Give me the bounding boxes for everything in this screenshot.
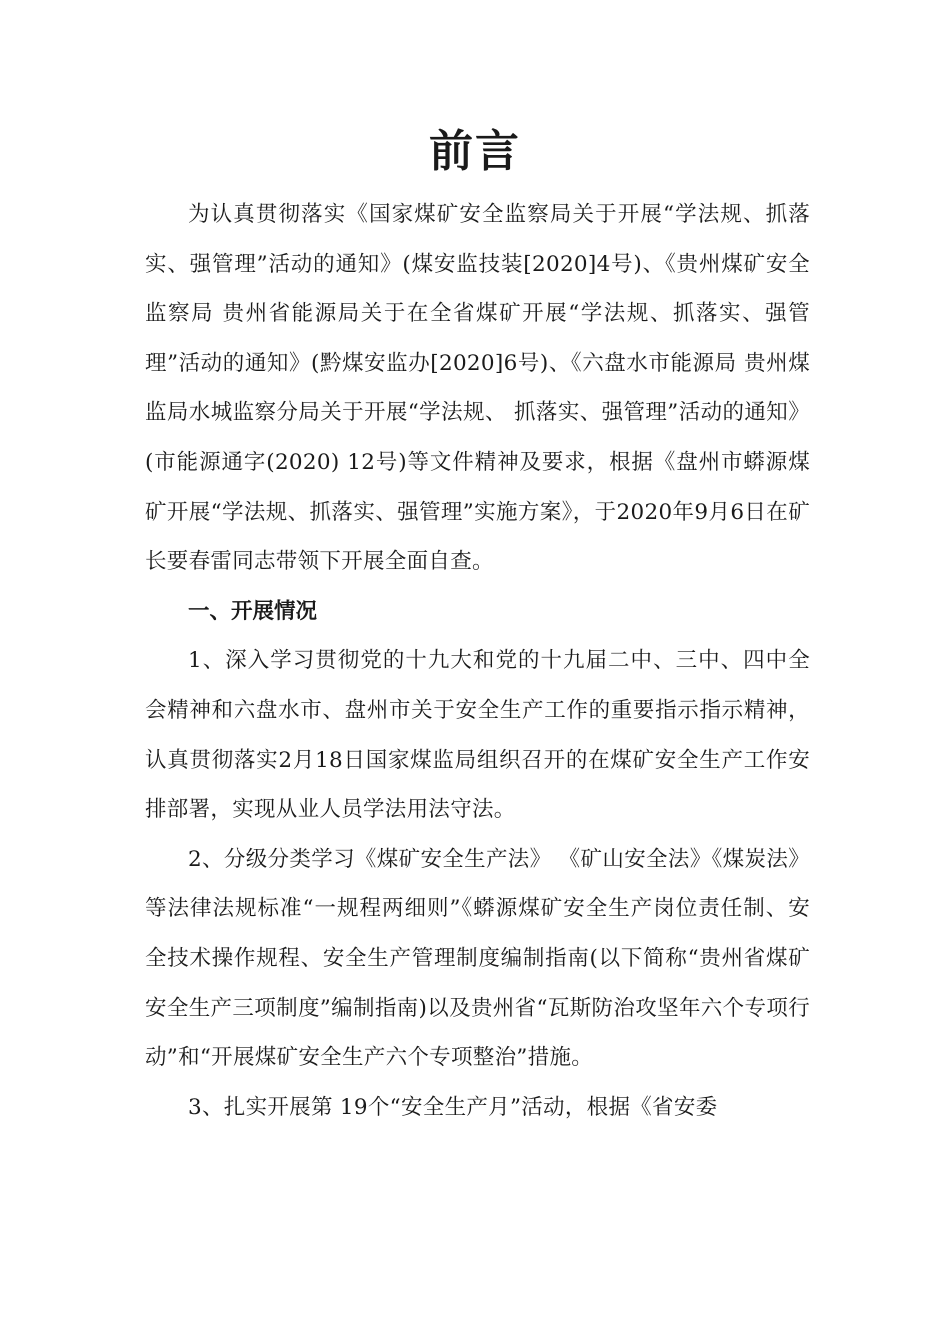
intro-paragraph: 为认真贯彻落实《国家煤矿安全监察局关于开展“学法规、抓落实、强管理”活动的通知》(煤安监技装[2020]4号)、《贵州煤矿安全监察局 贵州省能源局关于在全省煤矿开展“学法规、抓落实、强管理”活动的通知》(黔煤安监办[2020]6号)、《六盘水市能源局 贵州煤监局水城监察分局关于开展“学法规、 抓落实、强管理”活动的通知》(市能源通字(2020) 12号)等文件精神及要求，根据《盘州市蟒源煤矿开展“学法规、抓落实、强管理”实施方案》，于2020年9月6日在矿长要春雷同志带领下开展全面自查。 bbox=[145, 202, 810, 575]
page-title: 前言 bbox=[429, 126, 521, 177]
section-heading-development: 一、开展情况 bbox=[188, 598, 318, 624]
document-body bbox=[145, 190, 810, 1132]
list-item-3: 3、扎实开展第 19个“安全生产月”活动，根据《省安委 bbox=[188, 1094, 718, 1120]
list-item-1: 1、深入学习贯彻党的十九大和党的十九届二中、三中、四中全会精神和六盘水市、盘州市关于安全生产工作的重要指示指示精神，认真贯彻落实2月18日国家煤监局组织召开的在煤矿安全生产工作安排部署，实现从业人员学法用法守法。 bbox=[145, 648, 810, 823]
list-item-2: 2、分级分类学习《煤矿安全生产法》 《矿山安全法》《煤炭法》等法律法规标准“一规程两细则”《蟒源煤矿安全生产岗位责任制、安全技术操作规程、安全生产管理制度编制指南(以下简称“贵州省煤矿安全生产三项制度”编制指南)以及贵州省“瓦斯防治攻坚年六个专项行动”和“开展煤矿安全生产六个专项整治”措施。 bbox=[145, 846, 810, 1071]
